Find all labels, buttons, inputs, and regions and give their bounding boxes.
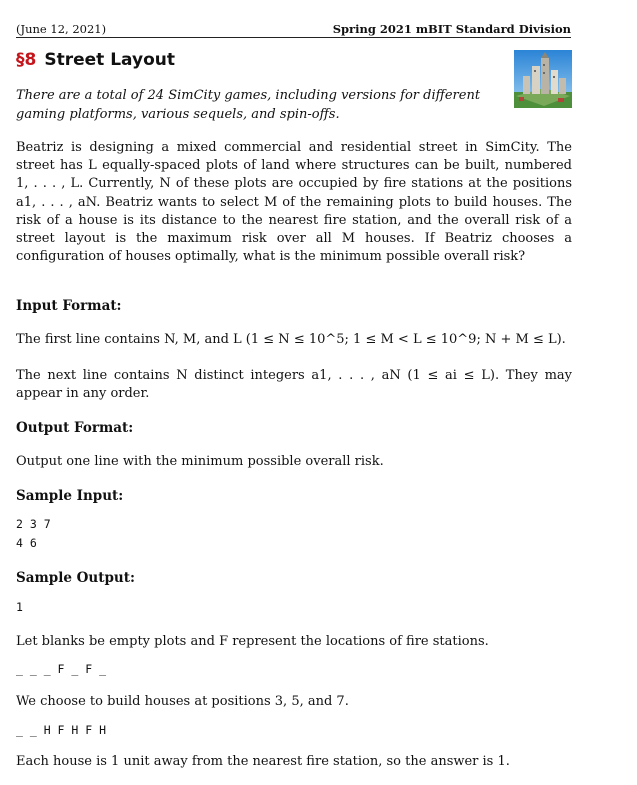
input-format-heading: Input Format: bbox=[16, 298, 122, 314]
sample-input-heading: Sample Input: bbox=[16, 488, 124, 504]
sample-output-line: 1 bbox=[16, 600, 23, 614]
problem-name: Street Layout bbox=[44, 50, 175, 70]
explanation-line1: Let blanks be empty plots and F represent the locations of fire stations. bbox=[16, 634, 489, 649]
statement-text: Beatriz is designing a mixed commercial and residential street in SimCity. The street has L equally-spaced plots of land where structures can be built, numbered 1, . . . , L. Currently, N of these plots are occupied by fire stations at the positions a1, . . . , aN. Beatriz wants to select M of the remaining plots to build houses. The risk of a house is its distance to the nearest fire station, and the overall risk of a street layout is the maximum risk over all M houses. If Beatriz chooses a configuration of houses optimally, what is the minimum possible overall risk? bbox=[16, 140, 572, 265]
problem-title bbox=[16, 50, 175, 70]
sample-input-line: 4 6 bbox=[16, 536, 37, 550]
output-format-heading: Output Format: bbox=[16, 420, 134, 436]
street-diagram-after: _ _ H F H F H bbox=[16, 723, 107, 737]
simcity-city-icon bbox=[514, 50, 572, 108]
header-date: (June 12, 2021) bbox=[16, 22, 107, 36]
header-rule bbox=[16, 37, 571, 38]
output-format-text: Output one line with the minimum possible overall risk. bbox=[16, 454, 384, 469]
header-contest: Spring 2021 mBIT Standard Division bbox=[332, 22, 571, 36]
sample-output-heading: Sample Output: bbox=[16, 570, 135, 586]
explanation-line2: We choose to build houses at positions 3, 5, and 7. bbox=[16, 694, 349, 709]
sample-input-line: 2 3 7 bbox=[16, 517, 51, 531]
input-format-line1: The first line contains N, M, and L (1 ≤ N ≤ 10^5; 1 ≤ M < L ≤ 10^9; N + M ≤ L). bbox=[16, 332, 566, 347]
explanation-line3: Each house is 1 unit away from the nearest fire station, so the answer is 1. bbox=[16, 754, 510, 769]
street-diagram-before: _ _ _ F _ F _ bbox=[16, 662, 107, 676]
problem-statement bbox=[16, 139, 572, 266]
section-number: §8 bbox=[16, 50, 37, 70]
input-format-line2: The next line contains N distinct integers a1, . . . , aN (1 ≤ ai ≤ L). They may appear in any order. bbox=[16, 368, 572, 402]
epigraph: There are a total of 24 SimCity games, including versions for different gaming platforms, various sequels, and spin-offs. bbox=[16, 88, 481, 122]
page-header bbox=[16, 22, 571, 36]
